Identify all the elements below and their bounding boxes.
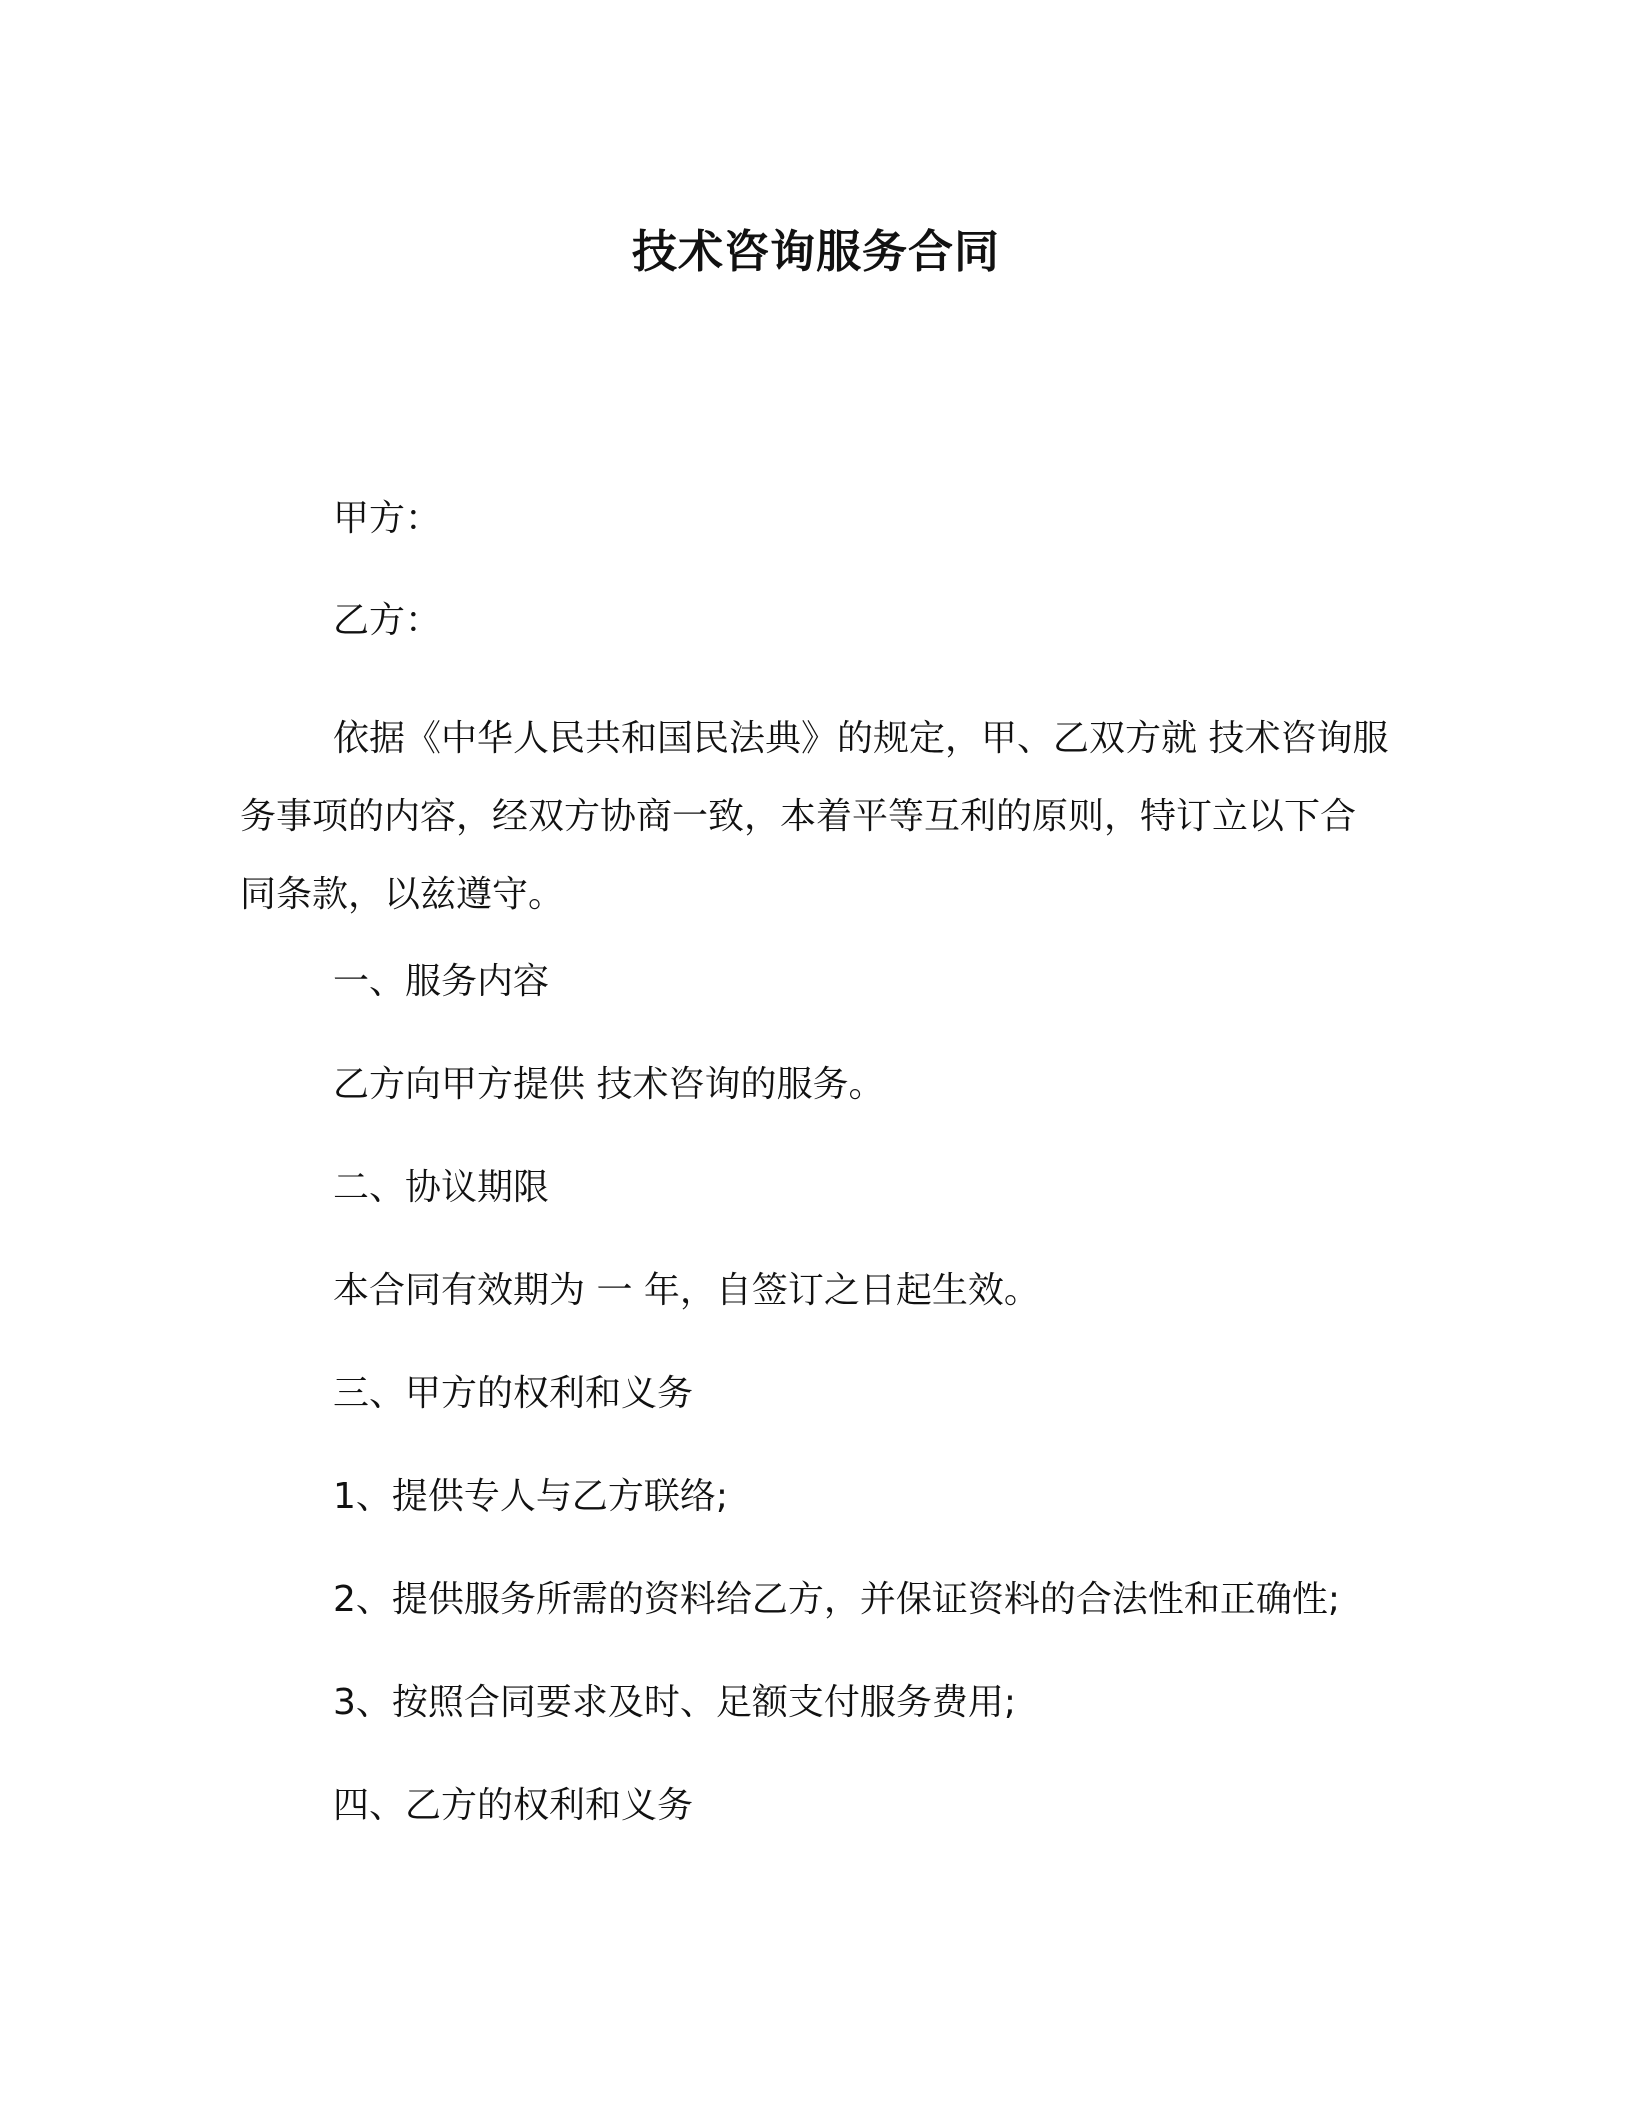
party-b-label: 乙方： (333, 600, 442, 641)
list-item: 3、按照合同要求及时、足额支付服务费用; (333, 1682, 1017, 1723)
list-item: 1、提供专人与乙方联络; (333, 1476, 729, 1517)
section-content: 乙方向甲方提供 技术咨询的服务。 (333, 1064, 885, 1105)
document-title: 技术咨询服务合同 (631, 225, 1000, 278)
list-item: 2、提供服务所需的资料给乙方，并保证资料的合法性和正确性; (333, 1579, 1341, 1620)
section-heading: 三、甲方的权利和义务 (333, 1373, 694, 1414)
intro-paragraph: 依据《中华人民共和国民法典》的规定，甲、乙双方就 技术咨询服务事项的内容，经双方协商一致，本着平等互利的原则，特订立以下合同条款，以兹遵守。 (240, 718, 1389, 915)
section-heading: 二、协议期限 (333, 1167, 550, 1208)
section-content: 本合同有效期为 一 年，自签订之日起生效。 (333, 1270, 1040, 1311)
section-heading: 四、乙方的权利和义务 (333, 1785, 694, 1826)
party-a-label: 甲方： (333, 498, 442, 539)
section-heading: 一、服务内容 (333, 961, 550, 1002)
